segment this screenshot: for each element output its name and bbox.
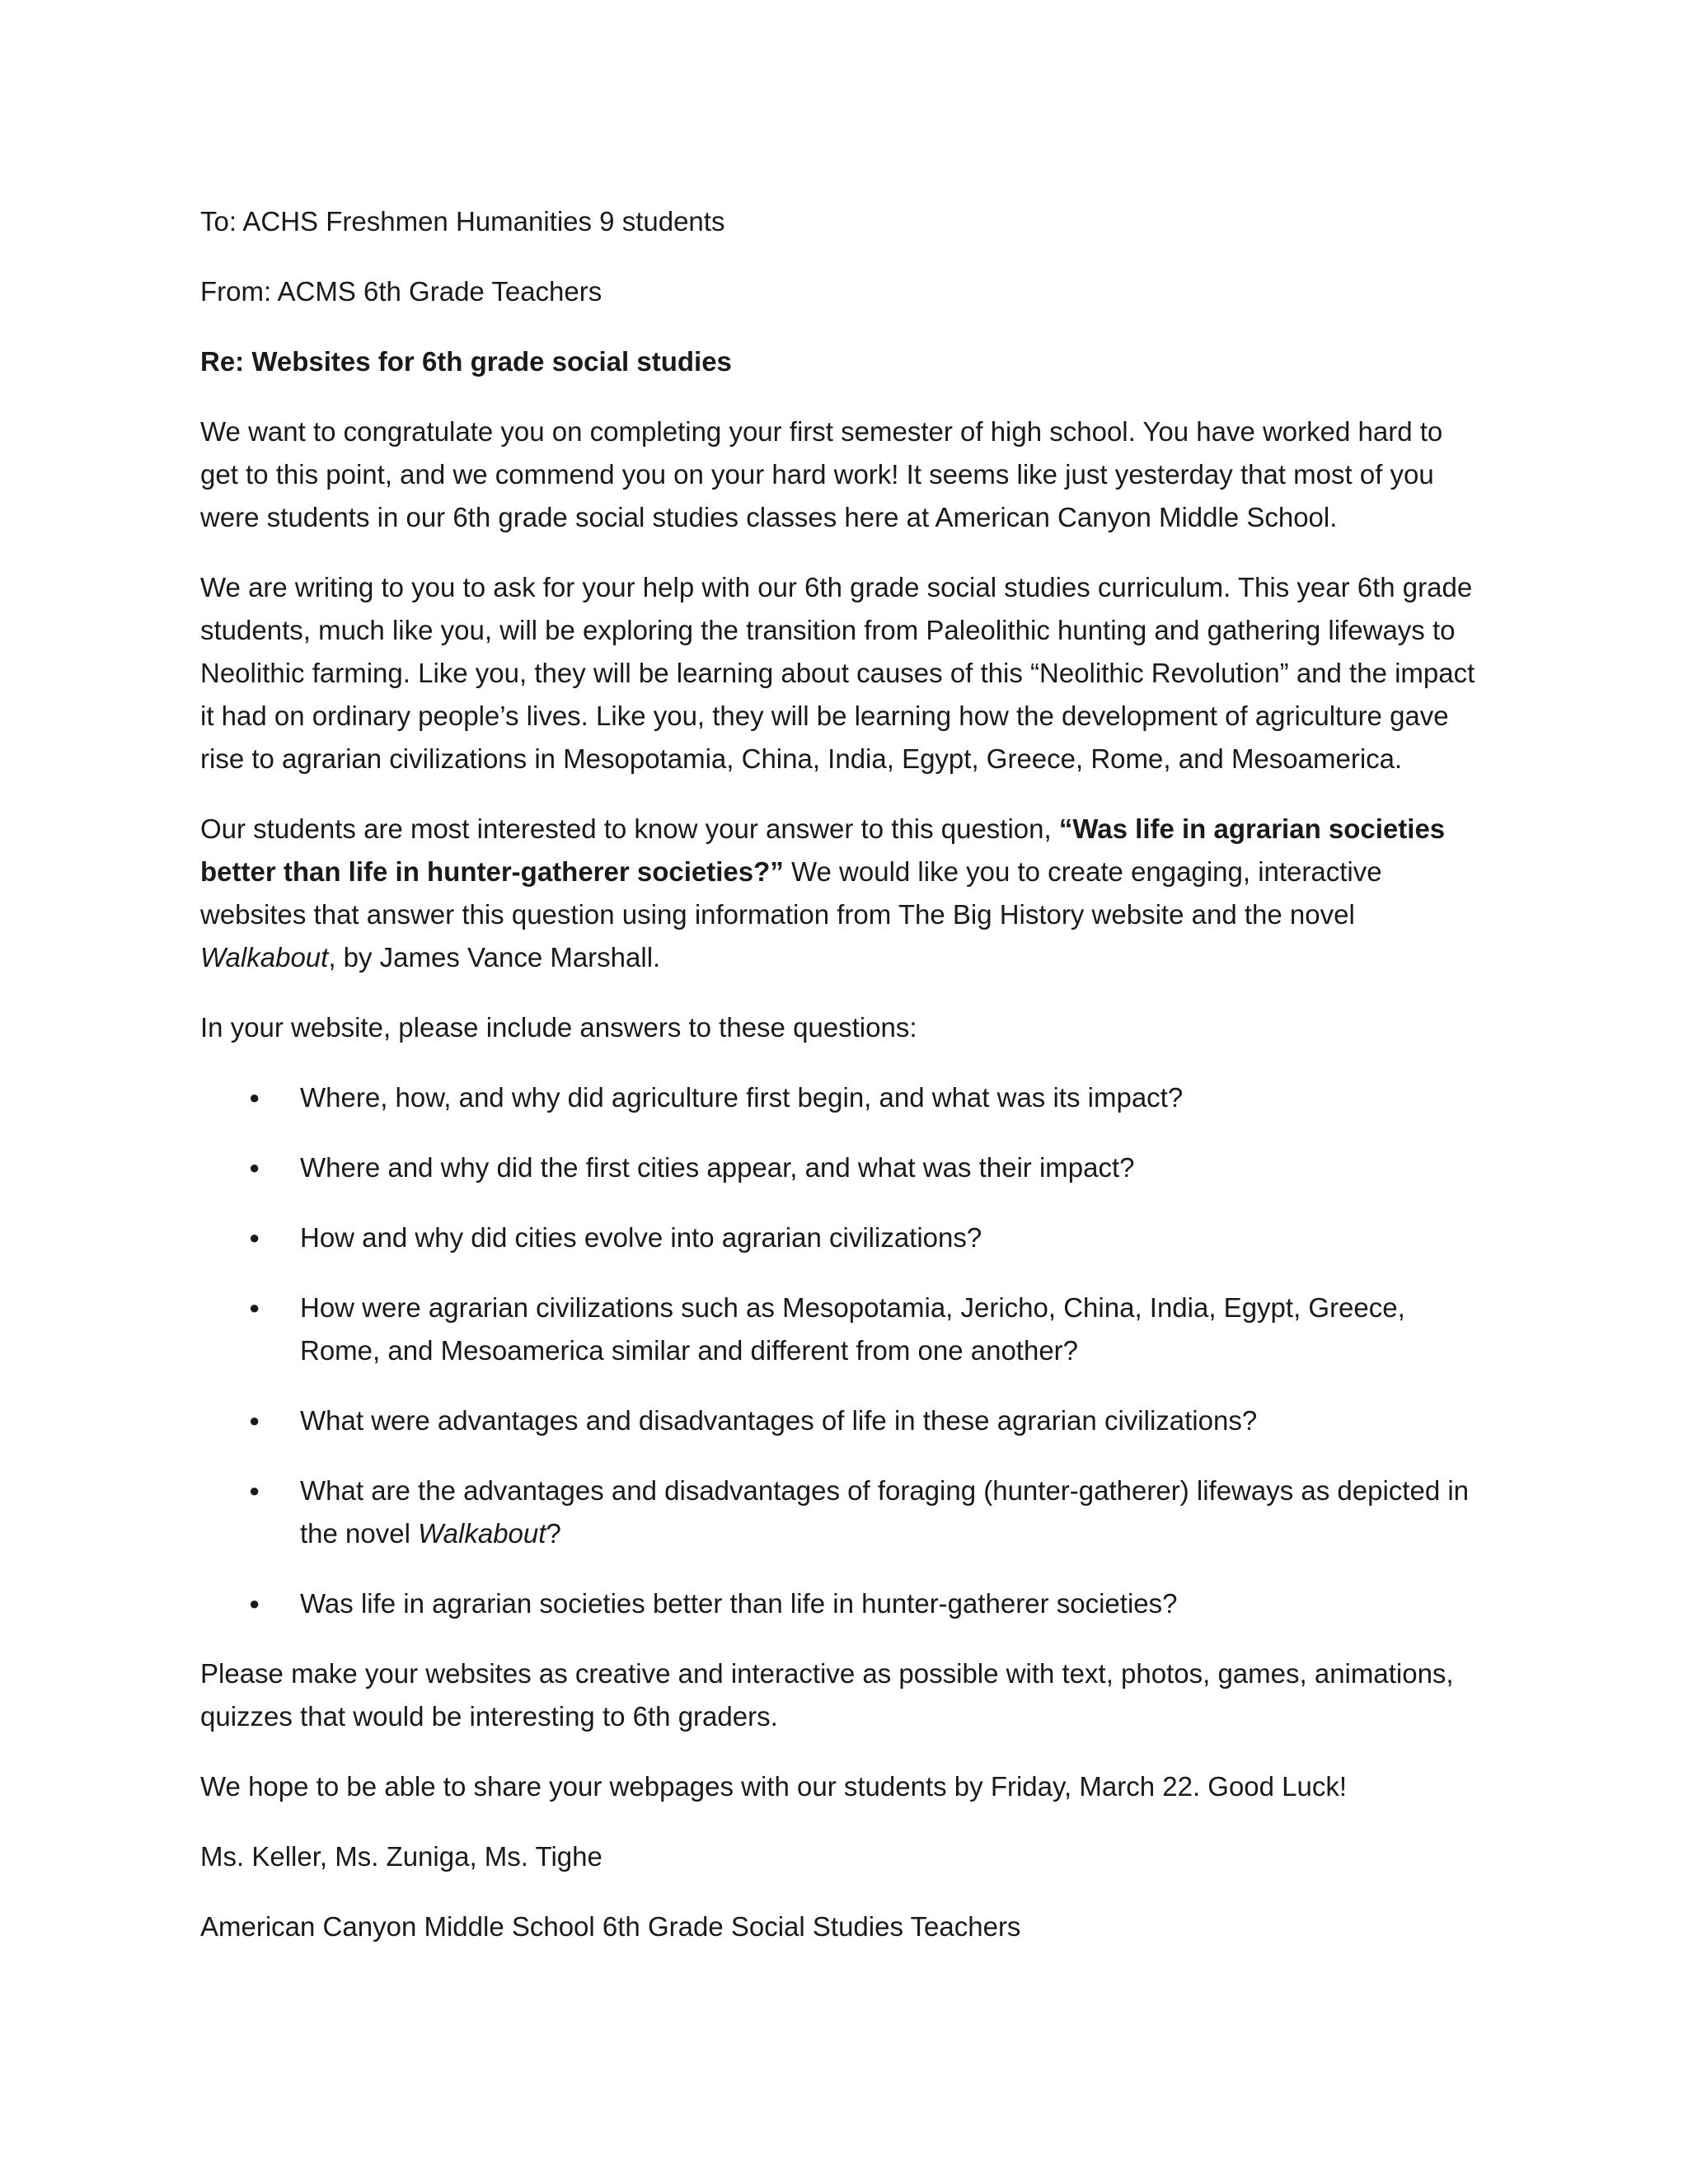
list-item — [200, 1469, 1486, 1555]
list-item: ● Was life in agrarian societies better than life in hunter-gatherer societies? — [200, 1582, 1486, 1625]
list-item: ● How and why did cities evolve into agrarian civilizations? — [200, 1216, 1486, 1259]
paragraph-creativity: Please make your websites as creative and interactive as possible with text, photos, games, animations, quizzes that would be interesting to 6th graders. — [200, 1658, 1454, 1732]
list-item: ● How were agrarian civilizations such as Mesopotamia, Jericho, China, India, Egypt, Greece, Rome, and Mesoamerica similar and different from one another? — [200, 1286, 1486, 1372]
paragraph-deadline: We hope to be able to share your webpages with our students by Friday, March 22. Good Luck! — [200, 1771, 1348, 1802]
paragraph-question — [200, 808, 1486, 979]
memo-subject-line: Re: Websites for 6th grade social studies — [200, 346, 732, 377]
question-end-text: , by James Vance Marshall. — [328, 942, 661, 972]
paragraph-congratulations: We want to congratulate you on completing your first semester of high school. You have worked hard to get to this point, and we commend you on your hard work! It seems like just yesterday that most of you were students in our 6th grade social studies classes here at American Canyon Middle School. — [200, 416, 1443, 532]
question-middle-text: We would like you to create engaging, interactive websites that answer this question using information from The Big History website and the novel — [200, 856, 1382, 930]
memo-from-line: From: ACMS 6th Grade Teachers — [200, 276, 603, 307]
signature-names: Ms. Keller, Ms. Zuniga, Ms. Tighe — [200, 1841, 603, 1872]
question-intro-text: Our students are most interested to know your answer to this question, — [200, 813, 1059, 844]
question-list — [200, 1076, 1486, 1625]
list-item-text-end: ? — [546, 1518, 561, 1549]
list-item-text: What are the advantages and disadvantages of foraging (hunter-gatherer) lifeways as depicted in the novel — [300, 1475, 1470, 1549]
paragraph-request: We are writing to you to ask for your help with our 6th grade social studies curriculum. This year 6th grade students, much like you, will be exploring the transition from Paleolithic hunting and gathering lifeways to Neolithic farming. Like you, they will be learning about causes of this “Neolithic Revolution” and the impact it had on ordinary people’s lives. Like you, they will be learning how the development of agriculture gave rise to agrarian civilizations in Mesopotamia, China, India, Egypt, Greece, Rome, and Mesoamerica. — [200, 572, 1475, 774]
memo-to-line: To: ACHS Freshmen Humanities 9 students — [200, 206, 725, 237]
list-item: ● Where and why did the first cities appear, and what was their impact? — [200, 1146, 1486, 1189]
key-question-text: “Was life in agrarian societies better than life in hunter-gatherer societies?” — [200, 813, 1446, 887]
letter-body — [200, 200, 1486, 1975]
list-intro: In your website, please include answers to these questions: — [200, 1012, 917, 1043]
list-item: ● Where, how, and why did agriculture first begin, and what was its impact? — [200, 1076, 1486, 1119]
list-item: ● What were advantages and disadvantages of life in these agrarian civilizations? — [200, 1399, 1486, 1442]
novel-title: Walkabout — [200, 942, 329, 972]
novel-title: Walkabout — [418, 1518, 546, 1549]
signature-title: American Canyon Middle School 6th Grade Social Studies Teachers — [200, 1911, 1021, 1942]
